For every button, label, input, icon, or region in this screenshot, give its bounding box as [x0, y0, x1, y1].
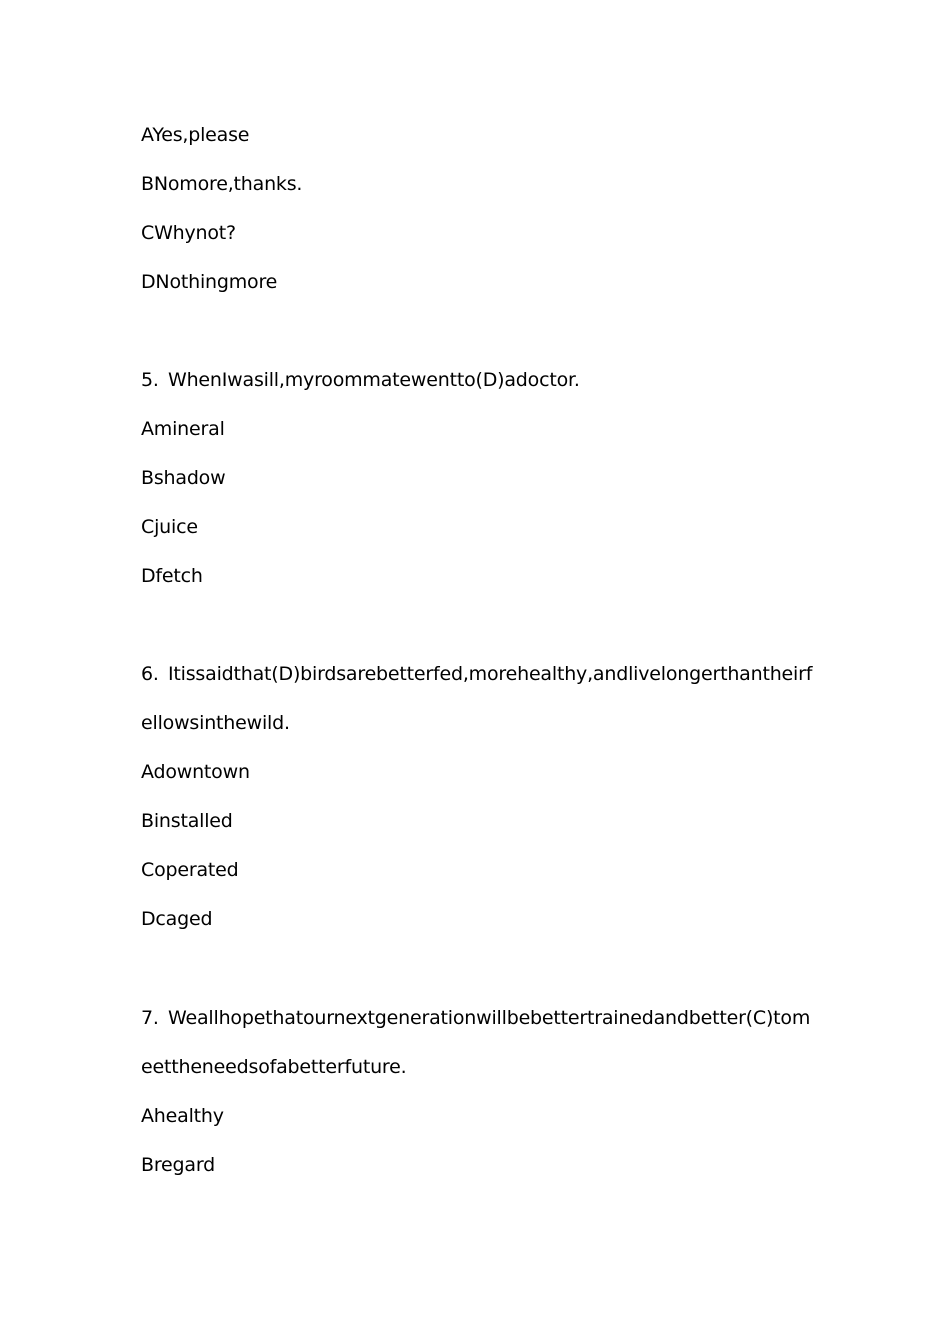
q7-stem-text-line2: eettheneedsofabetterfuture. [141, 1056, 407, 1078]
q6-stem-text-line2: ellowsinthewild. [141, 712, 290, 734]
q6-stem [141, 662, 812, 686]
q5-option-d: Dfetch [141, 565, 203, 587]
q6-stem-text-line1: Itissaidthat(D)birdsarebetterfed,morehealthy,andlivelongerthantheirf [168, 663, 813, 685]
q4-option-c: CWhynot? [141, 222, 236, 244]
q5-option-b: Bshadow [141, 467, 226, 489]
q7-option-a: Ahealthy [141, 1105, 224, 1127]
q6-option-d: Dcaged [141, 908, 213, 930]
q7-stem [141, 1006, 810, 1030]
q5-number: 5. [141, 369, 159, 391]
q4-option-a: AYes,please [141, 124, 250, 146]
q6-option-b: Binstalled [141, 810, 233, 832]
q5-option-c: Cjuice [141, 516, 198, 538]
q7-option-b: Bregard [141, 1154, 215, 1176]
q7-number: 7. [141, 1007, 159, 1029]
q4-option-d: DNothingmore [141, 271, 278, 293]
q6-option-a: Adowntown [141, 761, 250, 783]
q6-number: 6. [141, 663, 159, 685]
q5-stem-text: WhenIwasill,myroommatewentto(D)adoctor. [168, 369, 580, 391]
q6-option-c: Coperated [141, 859, 239, 881]
q5-option-a: Amineral [141, 418, 225, 440]
q5-stem [141, 368, 580, 392]
q4-option-b: BNomore,thanks. [141, 173, 303, 195]
q7-stem-text-line1: Weallhopethatournextgenerationwillbebettertrainedandbetter(C)tom [168, 1007, 811, 1029]
